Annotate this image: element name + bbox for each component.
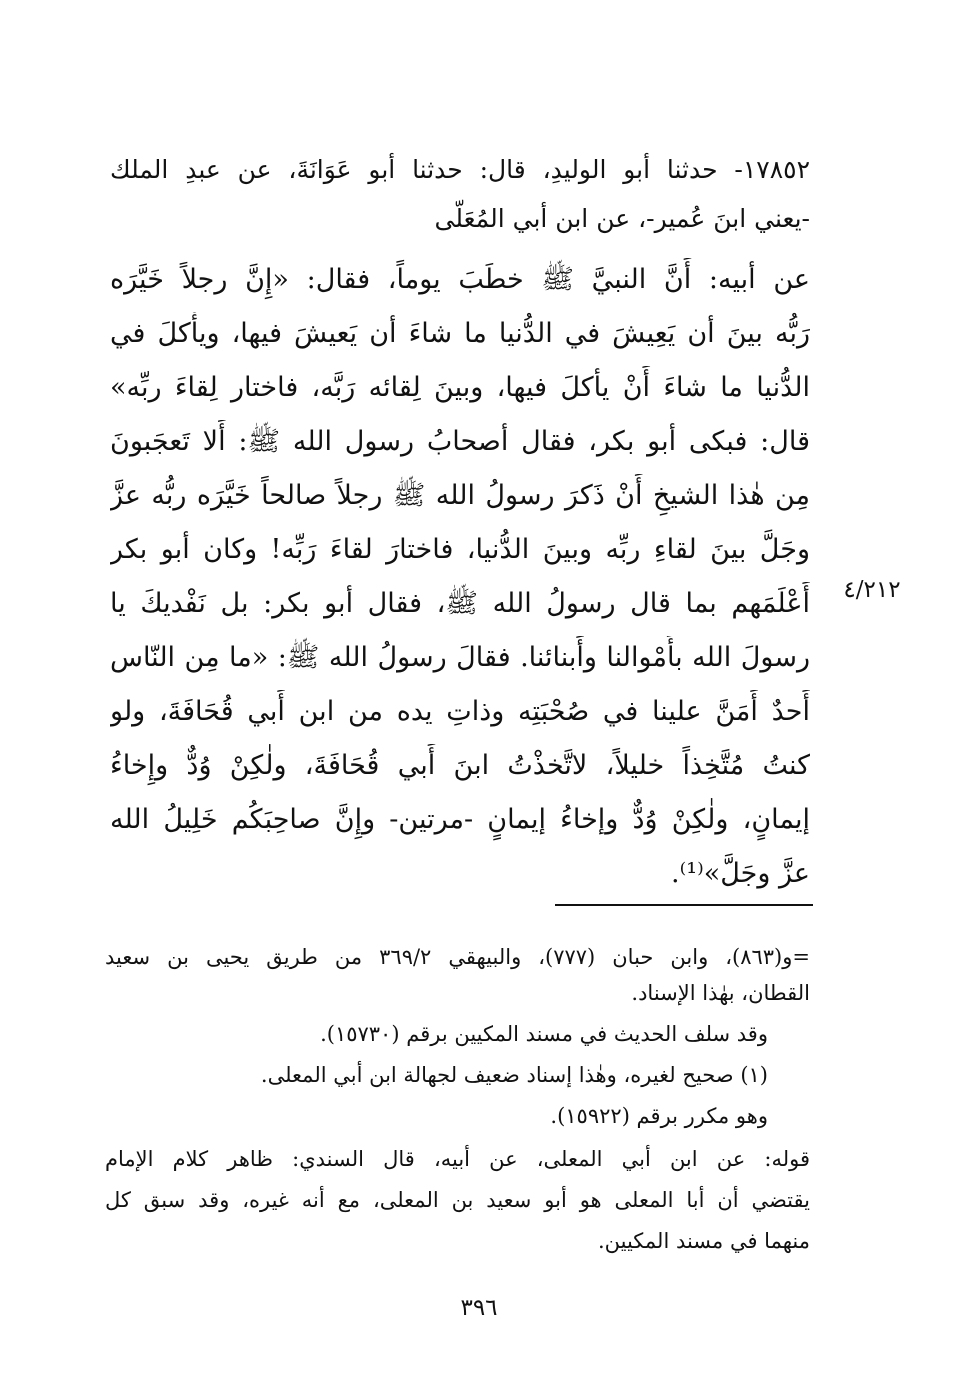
hadith-header-line: -يعني ابنَ عُمير-، عن ابن أبي المُعَلّى (434, 204, 810, 233)
hadith-body-line: كنتُ مُتَّخِذاً خليلاً، لاتَّخذْتُ ابنَ أَبي قُحَافَةَ، ولٰكِنْ وُدٌّ وإِخاءُ (110, 750, 810, 781)
hadith-body-line: عزَّ وجَلَّ»⁽¹⁾. (671, 858, 810, 889)
hadith-header-line: ١٧٨٥٢- حدثنا أبو الوليدِ، قال: حدثنا أبو عَوَانَةَ، عن عبدِ الملك (110, 155, 810, 184)
hadith-body-line: وجَلَّ بينَ لقاءِ ربِّه وبينَ الدُّنيا، فاختارَ لقاءَ رَبِّه! وكان أبو بكر (110, 534, 810, 565)
footnote-line: وقد سلف الحديث في مسند المكيين برقم (١٥٧٣٠). (320, 1022, 768, 1046)
hadith-body-line: إيمانٍ، ولٰكِنْ وُدٌّ وإخاءُ إيمانٍ -مرتين- وإِنَّ صاحِبَكُم خَلِيلُ الله (110, 804, 810, 835)
footnote-line: يقتضي أن أبا المعلى هو أبو سعيد بن المعلى، مع أنه غيره، وقد سبق كل (105, 1188, 810, 1212)
footnote-line: منهما في مسند المكيين. (597, 1229, 810, 1253)
footnote-line: قوله: عن ابن أبي المعلى، عن أبيه، قال السندي: ظاهر كلام الإمام (105, 1147, 810, 1171)
hadith-body-line: عن أبيه: أَنَّ النبيَّ ﷺ خطَبَ يوماً، فقال: «إِنَّ رجلاً خَيَّرَه (110, 264, 810, 295)
footnote-line: (١) صحيح لغيره، وهٰذا إسناد ضعيف لجهالة ابن أبي المعلى. (260, 1063, 768, 1087)
margin-volume-page-reference: ٤/٢١٢ (843, 577, 901, 603)
hadith-body-line: أَحدٌ أَمَنَّ علينا في صُحْبَتِه وذاتِ يده من ابن أَبي قُحَافَةَ، ولو (110, 696, 810, 727)
hadith-body-line: قال: فبكى أبو بكر، فقال أصحابُ رسول الله ﷺ: أَلا تَعجَبونَ (110, 426, 810, 457)
hadith-body-line: الدُّنيا ما شاءَ أَنْ يأكلَ فيها، وبينَ لِقائه رَبَّه، فاختار لِقاءَ ربِّه» (110, 372, 810, 403)
page-number: ٣٩٦ (460, 1295, 498, 1321)
footnote-line: القطان، بهٰذا الإسناد. (631, 981, 810, 1005)
footnote-separator-rule (555, 904, 813, 906)
footnote-line: =و(٨٦٣)، وابن حبان (٧٧٧)، والبيهقي ٣٦٩/٢ من طريق يحيى بن سعيد (105, 945, 810, 969)
hadith-body-line: أَعْلَمَهم بما قال رسولُ الله ﷺ، فقال أبو بكر: بل نَفْديكَ يا (110, 588, 810, 619)
hadith-body-line: مِن هٰذا الشيخِ أَنْ ذَكرَ رسولُ الله ﷺ رجلاً صالحاً خَيَّرَه ربُّه عزَّ (110, 480, 810, 511)
footnote-line: وهو مكرر برقم (١٥٩٢٢). (550, 1104, 768, 1128)
hadith-body-line: رَبُّه بينَ أن يَعِيشَ في الدُّنيا ما شاءَ أن يَعيشَ فيها، ويأْكلَ في (110, 318, 810, 349)
hadith-body-line: رسولَ الله بأَمْوالنا وأَبنائنا. فقالَ رسولُ الله ﷺ: «ما مِن النّاس (110, 642, 810, 673)
